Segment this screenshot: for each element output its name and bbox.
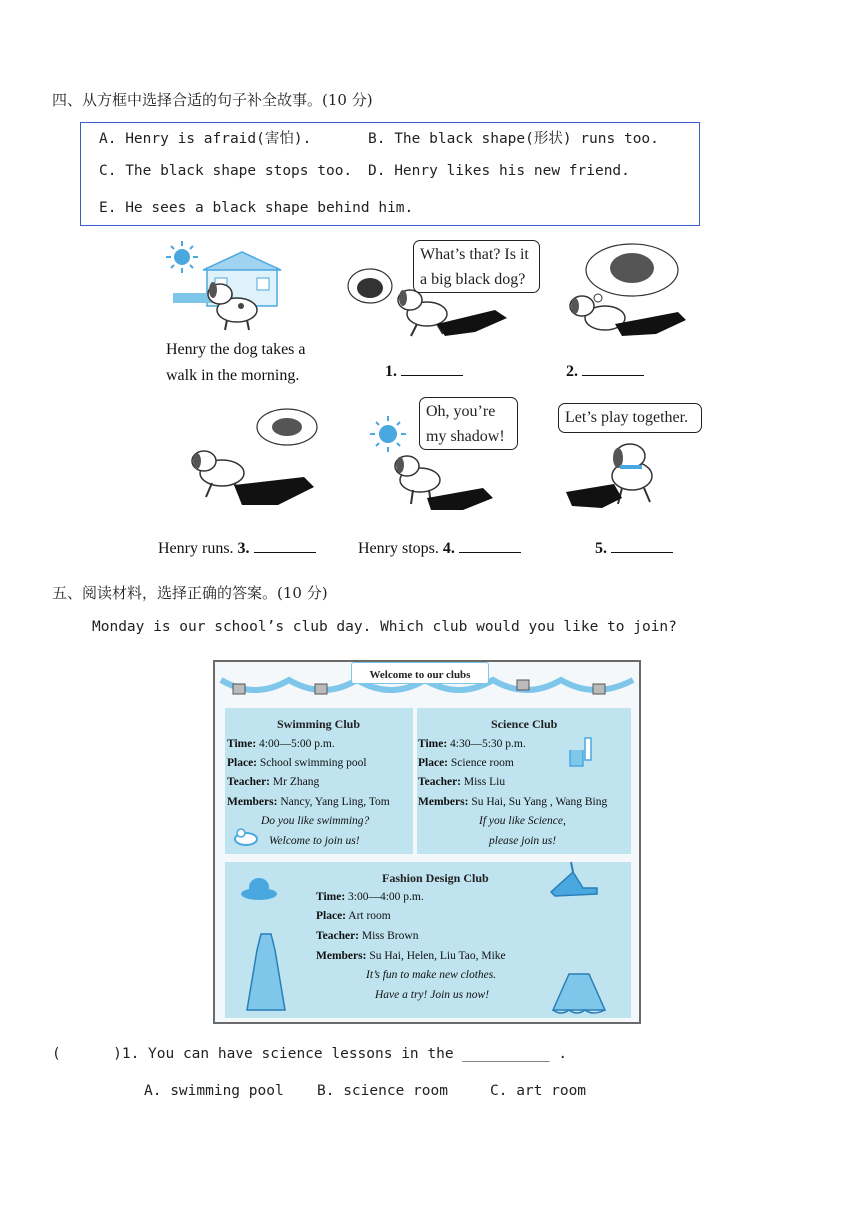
dog-icon <box>395 456 440 504</box>
shadow-icon <box>566 484 622 508</box>
caption-5: Henry stops. 4. <box>358 538 521 558</box>
caption-4: Henry runs. 3. <box>158 538 316 558</box>
sun-icon <box>166 241 198 273</box>
section5-heading: 五、阅读材料，选择正确的答案。(10 分) <box>52 584 328 602</box>
swimming-members: Members: Nancy, Yang Ling, Tom <box>227 796 390 808</box>
picture-walk <box>165 238 295 338</box>
hat-icon <box>239 874 279 902</box>
answer-parenthesis[interactable]: ( ) <box>52 1046 122 1062</box>
science-place: Place: Science room <box>418 757 514 769</box>
science-club-title: Science Club <box>491 717 558 731</box>
answer-blank-5: 5. <box>595 538 673 558</box>
swimming-slogan-2: Welcome to join us! <box>269 835 360 847</box>
science-slogan-2: please join us! <box>489 835 557 847</box>
section4-heading: 四、从方框中选择合适的句子补全故事。(10 分) <box>52 91 373 109</box>
option-b: B. The black shape(形状) runs too. <box>368 131 659 147</box>
thought-dog-icon <box>348 269 392 303</box>
thought-dog-icon <box>257 409 317 445</box>
caption-1-line2: walk in the morning. <box>166 367 300 384</box>
question-1-text: 1. You can have science lessons in the __________ . <box>121 1046 568 1062</box>
fashion-slogan-1: It’s fun to make new clothes. <box>366 969 497 981</box>
question-1-option-a: A. swimming pool <box>144 1083 284 1099</box>
bubble-3-text: Let’s play together. <box>565 409 689 426</box>
fashion-teacher: Teacher: Miss Brown <box>316 930 419 942</box>
option-d: D. Henry likes his new friend. <box>368 163 630 179</box>
option-a: A. Henry is afraid(害怕). <box>99 131 312 147</box>
speech-bubble-1 <box>413 240 540 293</box>
blank-line[interactable] <box>582 361 644 376</box>
fashion-time: Time: 3:00—4:00 p.m. <box>316 891 424 903</box>
blank-line[interactable] <box>254 538 316 553</box>
dress-icon <box>245 930 287 1014</box>
blank-line[interactable] <box>611 538 673 553</box>
blank-line[interactable] <box>459 538 521 553</box>
picture-play <box>562 432 692 522</box>
science-slogan-1: If you like Science, <box>479 815 566 827</box>
beaker-icon <box>567 736 597 770</box>
question-1-option-c: C. art room <box>490 1083 587 1099</box>
shadow-icon <box>615 312 686 336</box>
shadow-icon <box>234 477 314 505</box>
bubble-1-line2: a big black dog? <box>420 271 526 288</box>
question-1 <box>52 1046 567 1062</box>
bubble-2-line2: my shadow! <box>426 428 505 445</box>
sun-icon <box>370 416 406 452</box>
answer-blank-2: 2. <box>566 361 644 381</box>
swimming-time: Time: 4:00—5:00 p.m. <box>227 738 335 750</box>
bubble-1-line1: What’s that? Is it <box>420 246 529 263</box>
option-e: E. He sees a black shape behind him. <box>99 200 414 216</box>
dog-icon <box>398 290 447 336</box>
thought-bubble-icon <box>586 244 678 302</box>
shadow-icon <box>427 488 493 510</box>
picture-runs <box>182 405 332 515</box>
option-c: C. The black shape stops too. <box>99 163 353 179</box>
poster-banner: Welcome to our clubs <box>351 662 489 684</box>
speech-bubble-3 <box>558 403 702 433</box>
caption-1-line1: Henry the dog takes a <box>166 341 306 358</box>
blank-line[interactable] <box>401 361 463 376</box>
bubble-2-line1: Oh, you’re <box>426 403 496 420</box>
science-time: Time: 4:30—5:30 p.m. <box>418 738 526 750</box>
swim-ring-icon <box>233 827 259 847</box>
science-teacher: Teacher: Miss Liu <box>418 776 506 788</box>
science-members: Members: Su Hai, Su Yang , Wang Bing <box>418 796 608 808</box>
fashion-slogan-2: Have a try! Join us now! <box>375 989 490 1001</box>
swimming-teacher: Teacher: Mr Zhang <box>227 776 320 788</box>
skirt-icon <box>549 970 609 1018</box>
question-1-option-b: B. science room <box>317 1083 448 1099</box>
swimming-place: Place: School swimming pool <box>227 757 367 769</box>
answer-blank-1: 1. <box>385 361 463 381</box>
fashion-place: Place: Art room <box>316 910 391 922</box>
swimming-slogan-1: Do you like swimming? <box>261 815 370 827</box>
high-heels-icon <box>547 858 603 900</box>
swimming-club-title: Swimming Club <box>277 717 361 731</box>
section5-intro: Monday is our school’s club day. Which club would you like to join? <box>92 619 677 635</box>
picture-afraid <box>560 240 690 350</box>
speech-bubble-2 <box>419 397 518 450</box>
club-poster <box>213 660 641 1024</box>
fashion-club-title: Fashion Design Club <box>382 871 489 885</box>
fashion-members: Members: Su Hai, Helen, Liu Tao, Mike <box>316 950 506 962</box>
